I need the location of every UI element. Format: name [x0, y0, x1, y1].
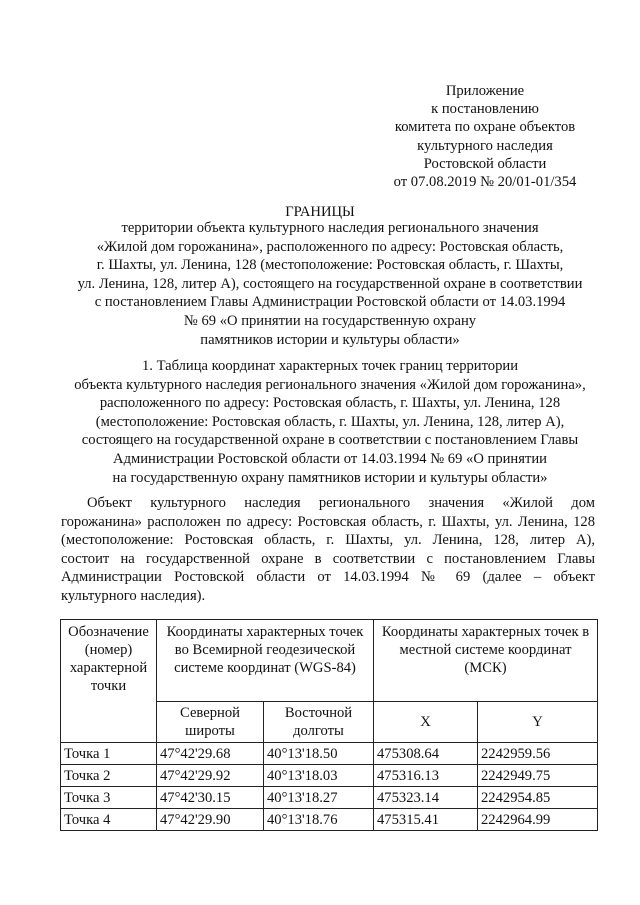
appendix-line: Ростовской области: [423, 155, 547, 172]
document-title: ГРАНИЦЫ: [285, 204, 355, 220]
table-row: [61, 809, 598, 831]
cell-y: 2242959.56: [478, 743, 598, 765]
appendix-line: комитета по охране объектов: [394, 119, 576, 136]
section-heading: [40, 357, 620, 487]
appendix-line: культурного наследия: [417, 137, 553, 154]
paragraph-line: Объект культурного наследия регионального значения «Жилой дом: [87, 495, 595, 511]
section-heading-line: 1. Таблица координат характерных точек границ территории: [141, 358, 519, 374]
section-heading-line: расположенного по адресу: Ростовская область, г. Шахты, ул. Ленина, 128: [99, 395, 561, 412]
header-msk-group: Координаты характерных точек в местной системе координат (МСК): [374, 620, 598, 702]
section-heading-line: состоящего на государственной охране в соответствии с постановлением Главы: [81, 432, 579, 449]
cell-north: 47°42'30.15: [157, 787, 264, 809]
appendix-line: к постановлению: [431, 101, 539, 118]
cell-east: 40°13'18.76: [264, 809, 374, 831]
header-y: Y: [478, 702, 598, 743]
table-row: [61, 787, 598, 809]
cell-x: 475315.41: [374, 809, 478, 831]
cell-y: 2242964.99: [478, 809, 598, 831]
subtitle-line: ул. Ленина, 128, литер А), состоящего на государственной охране в соответствии: [77, 275, 583, 292]
cell-x: 475323.14: [374, 787, 478, 809]
cell-north: 47°42'29.68: [157, 743, 264, 765]
header-x: X: [374, 702, 478, 743]
paragraph-line: Администрации Ростовской области от 14.03.1994 № 69 (далее – объект: [61, 569, 595, 586]
subtitle-line: территории объекта культурного наследия регионального значения: [121, 220, 539, 236]
header-designation: Обозначение (номер) характерной точки: [61, 620, 157, 743]
cell-point: Точка 2: [61, 765, 157, 787]
header-north: Северной широты: [157, 702, 264, 743]
cell-point: Точка 3: [61, 787, 157, 809]
paragraph-line: горожанина» расположен по адресу: Ростовская область, г. Шахты, ул. Ленина, 128: [61, 513, 595, 530]
paragraph-line: состоит на государственной охране в соответствии с постановлением Главы: [61, 550, 595, 567]
cell-x: 475316.13: [374, 765, 478, 787]
section-heading-line: (местоположение: Ростовская область, г. Шахты, ул. Ленина, 128, литер А),: [95, 413, 565, 430]
cell-east: 40°13'18.50: [264, 743, 374, 765]
cell-y: 2242954.85: [478, 787, 598, 809]
subtitle-line: с постановлением Главы Администрации Ростовской области от 14.03.1994: [94, 294, 566, 311]
cell-east: 40°13'18.03: [264, 765, 374, 787]
document-subtitle: [60, 219, 600, 349]
section-heading-line: объекта культурного наследия регионального значения «Жилой дом горожанина»,: [74, 376, 586, 393]
cell-north: 47°42'29.92: [157, 765, 264, 787]
subtitle-line: памятников истории и культуры области»: [200, 331, 460, 348]
subtitle-line: № 69 «О принятии на государственную охрану: [183, 312, 477, 329]
cell-east: 40°13'18.27: [264, 787, 374, 809]
cell-point: Точка 1: [61, 743, 157, 765]
table-row: [61, 765, 598, 787]
coordinates-table: [60, 619, 598, 831]
cell-x: 475308.64: [374, 743, 478, 765]
appendix-block: [380, 82, 590, 191]
section-heading-line: на государственную охрану памятников истории и культуры области»: [112, 469, 548, 486]
cell-north: 47°42'29.90: [157, 809, 264, 831]
header-wgs-group: Координаты характерных точек во Всемирной геодезической системе координат (WGS-84): [157, 620, 374, 702]
paragraph-line: (местоположение: Ростовская область, г. Шахты, ул. Ленина, 128, литер А),: [61, 532, 595, 549]
body-paragraph: [61, 494, 595, 606]
appendix-line: от 07.08.2019 № 20/01-01/354: [393, 174, 577, 191]
subtitle-line: «Жилой дом горожанина», расположенного по адресу: Ростовская область,: [96, 238, 564, 255]
cell-point: Точка 4: [61, 809, 157, 831]
paragraph-line: культурного наследия).: [61, 587, 206, 604]
header-east: Восточной долготы: [264, 702, 374, 743]
subtitle-line: г. Шахты, ул. Ленина, 128 (местоположение: Ростовская область, г. Шахты,: [96, 257, 564, 274]
table-row: [61, 743, 598, 765]
cell-y: 2242949.75: [478, 765, 598, 787]
section-heading-line: Администрации Ростовской области от 14.03.1994 № 69 «О принятии: [113, 450, 547, 467]
table-header-row: [61, 620, 598, 702]
appendix-line: Приложение: [445, 83, 525, 99]
